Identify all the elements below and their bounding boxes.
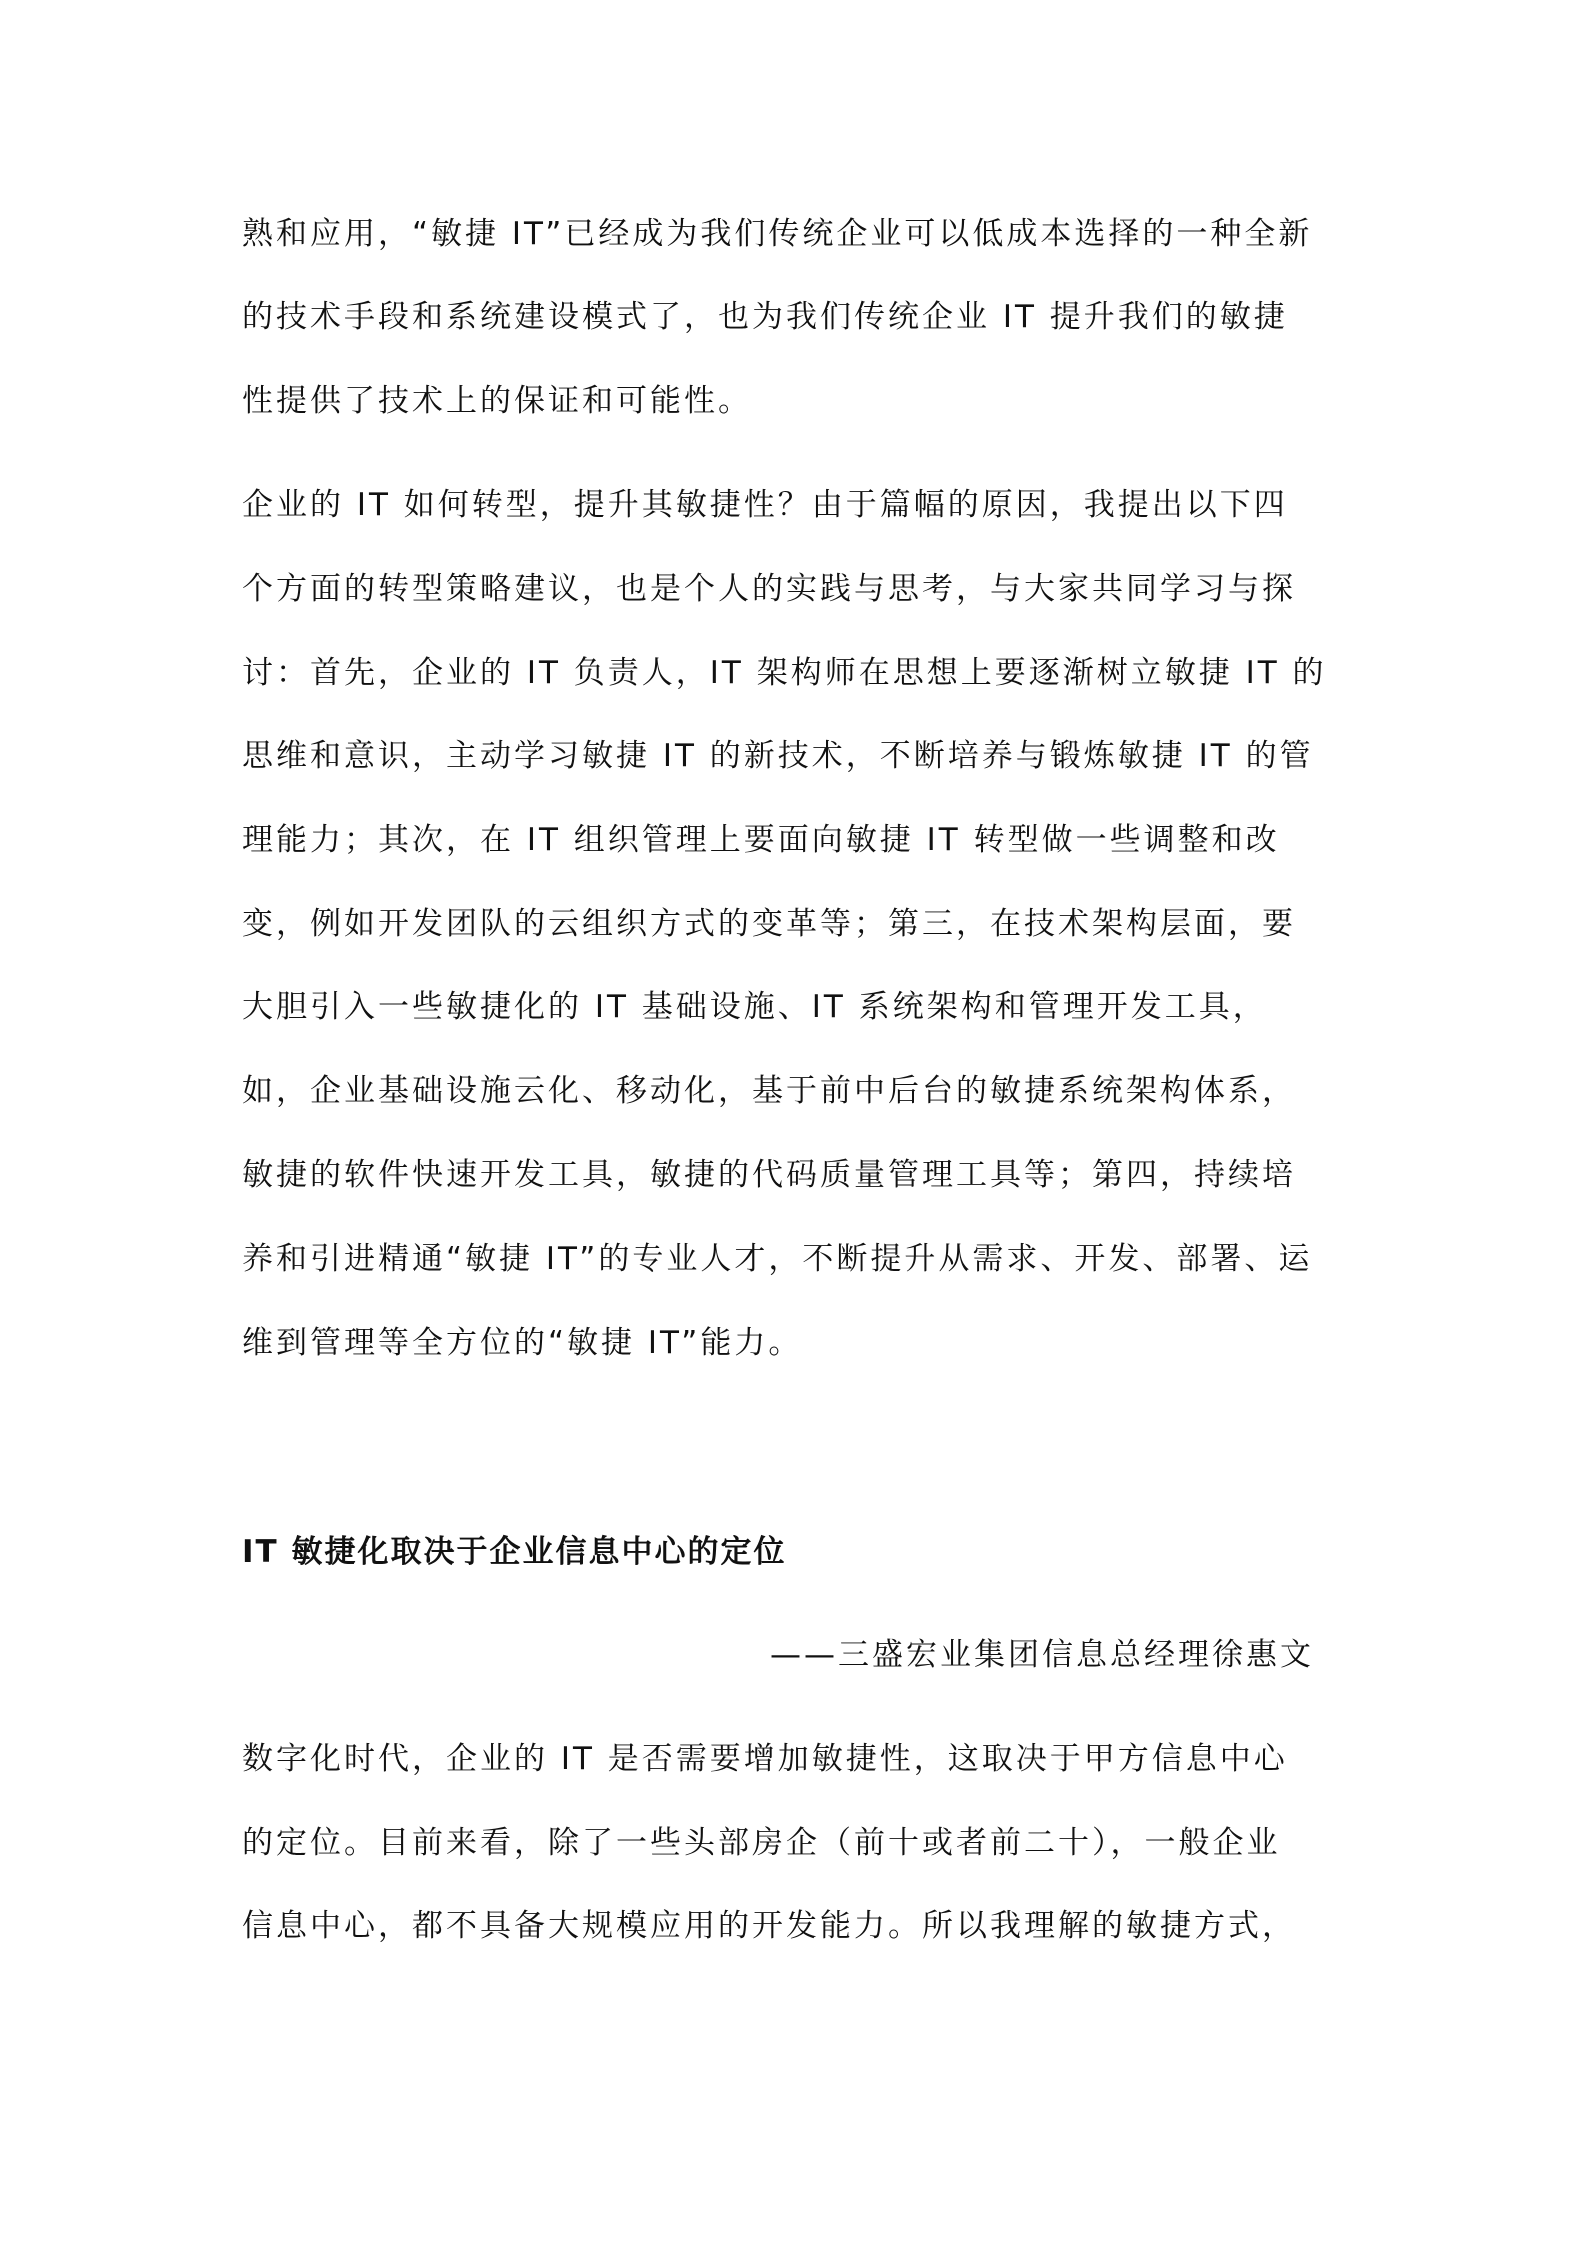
section-heading: IT 敏捷化取决于企业信息中心的定位 (242, 1534, 787, 1570)
paragraph-line: 大胆引入一些敏捷化的 IT 基础设施、IT 系统架构和管理开发工具， (242, 989, 1267, 1025)
byline: ——三盛宏业集团信息总经理徐惠文 (770, 1637, 1314, 1673)
paragraph-line: 如，企业基础设施云化、移动化，基于前中后台的敏捷系统架构体系， (242, 1073, 1296, 1109)
paragraph-line: 养和引进精通“敏捷 IT”的专业人才，不断提升从需求、开发、部署、运 (242, 1241, 1313, 1277)
paragraph-line: 思维和意识，主动学习敏捷 IT 的新技术，不断培养与锻炼敏捷 IT 的管 (242, 738, 1314, 774)
paragraph-line: 性提供了技术上的保证和可能性。 (242, 383, 752, 419)
paragraph-line: 数字化时代，企业的 IT 是否需要增加敏捷性，这取决于甲方信息中心 (242, 1741, 1288, 1777)
paragraph-line: 维到管理等全方位的“敏捷 IT”能力。 (242, 1325, 803, 1361)
paragraph-line: 理能力；其次，在 IT 组织管理上要面向敏捷 IT 转型做一些调整和改 (242, 822, 1280, 858)
paragraph-line: 企业的 IT 如何转型，提升其敏捷性？由于篇幅的原因，我提出以下四 (242, 487, 1288, 523)
paragraph-line: 的定位。目前来看，除了一些头部房企（前十或者前二十），一般企业 (242, 1825, 1281, 1861)
paragraph-line: 个方面的转型策略建议，也是个人的实践与思考，与大家共同学习与探 (242, 571, 1296, 607)
paragraph-line: 变，例如开发团队的云组织方式的变革等；第三，在技术架构层面，要 (242, 906, 1296, 942)
paragraph-line: 信息中心，都不具备大规模应用的开发能力。所以我理解的敏捷方式， (242, 1908, 1296, 1944)
paragraph-line: 敏捷的软件快速开发工具，敏捷的代码质量管理工具等；第四，持续培 (242, 1157, 1296, 1193)
paragraph-line: 的技术手段和系统建设模式了，也为我们传统企业 IT 提升我们的敏捷 (242, 299, 1288, 335)
paragraph-line: 熟和应用，“敏捷 IT”已经成为我们传统企业可以低成本选择的一种全新 (242, 216, 1313, 252)
paragraph-line: 讨：首先，企业的 IT 负责人，IT 架构师在思想上要逐渐树立敏捷 IT 的 (242, 655, 1327, 691)
